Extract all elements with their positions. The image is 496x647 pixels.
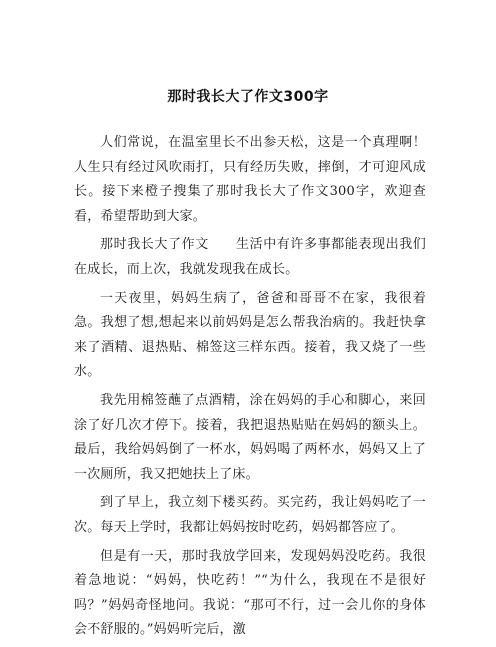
paragraph-care: 我先用棉签蘸了点酒精，涂在妈妈的手心和脚心，来回涂了好几次才停下。接着，我把退热贴贴在妈妈的额头上。最后，我给妈妈倒了一杯水，妈妈喝了两杯水，妈妈又上了一次厕所，我又把她扶上了床。 — [74, 392, 426, 482]
paragraph-growing: 那时我长大了作文 生活中有许多事都能表现出我们在成长，而上次，我就发现我在成长。 — [74, 237, 426, 277]
paragraph-medicine: 到了早上，我立刻下楼买药。买完药，我让妈妈吃了一次。每天上学时，我都让妈妈按时吃药，妈妈都答应了。 — [74, 495, 426, 535]
article-body — [74, 131, 426, 647]
paragraph-mom-sick: 一天夜里，妈妈生病了，爸爸和哥哥不在家，我很着急。我想了想,想起来以前妈妈是怎么帮我治病的。我赶快拿来了酒精、退热贴、棉签这三样东西。接着，我又烧了一些水。 — [74, 290, 426, 380]
paragraph-intro: 人们常说，在温室里长不出参天松，这是一个真理啊！人生只有经过风吹雨打，只有经历失败，摔倒，才可迎风成长。接下来橙子搜集了那时我长大了作文300字，欢迎查看，希望帮助到大家。 — [74, 135, 426, 224]
paragraph-reminder: 但是有一天，那时我放学回来，发现妈妈没吃药。我很着急地说：“妈妈，快吃药！”“为什么，我现在不是很好吗？”妈妈奇怪地问。我说：“那可不行，过一会儿你的身体会不舒服的。”妈妈听完后，激 — [74, 548, 426, 638]
document-title: 那时我长大了作文300字 — [167, 89, 329, 105]
